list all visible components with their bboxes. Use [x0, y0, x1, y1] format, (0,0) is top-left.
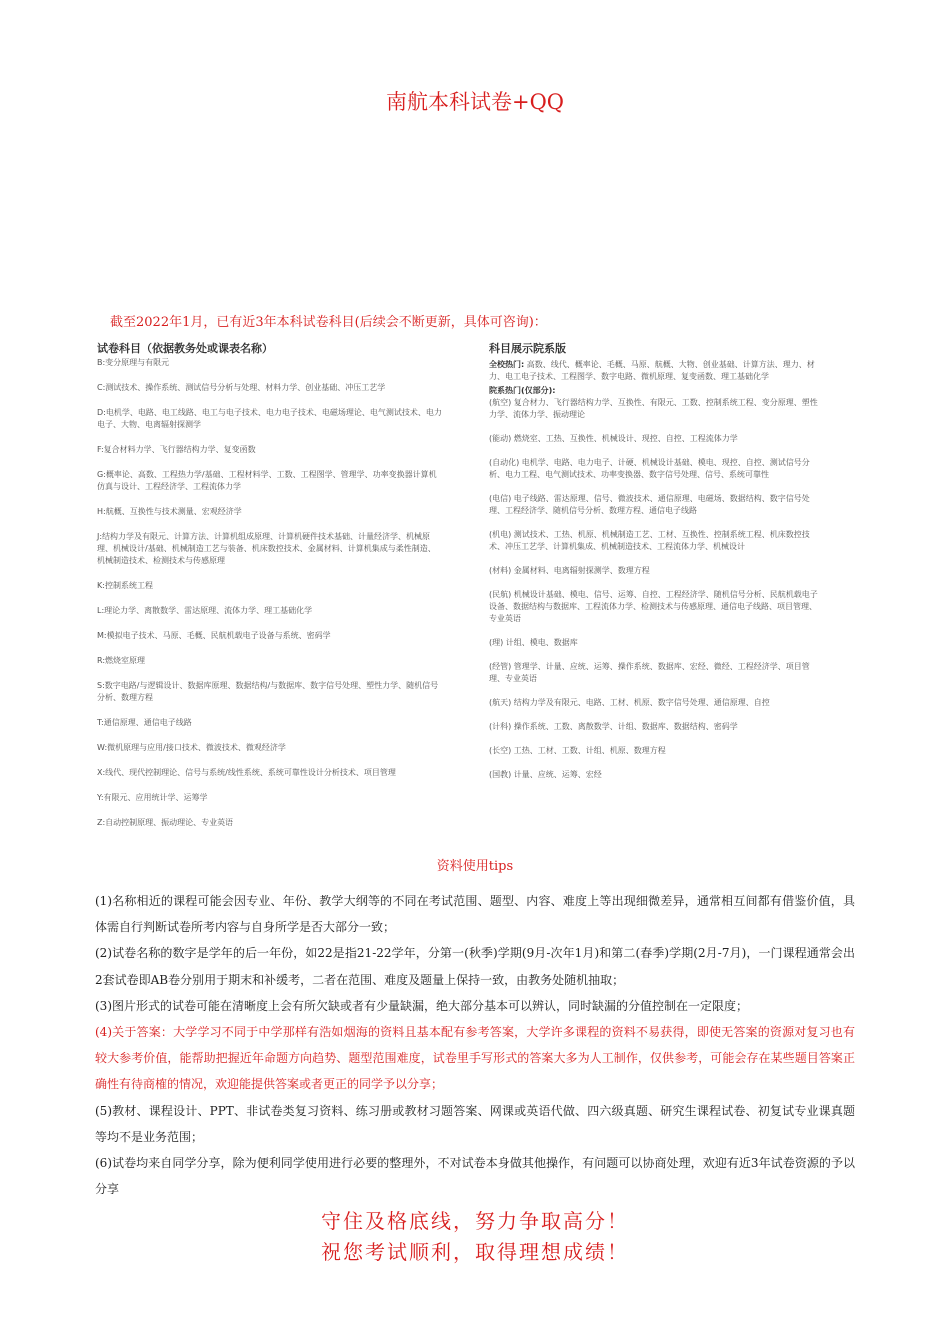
usage-tips	[95, 888, 855, 1202]
department-hot-label: 院系热门(仅部分):	[489, 386, 556, 395]
page-title: 南航本科试卷+QQ	[385, 90, 565, 114]
department-entry: (经管) 管理学、计量、应统、运筹、操作系统、数据库、宏经、微经、工程经济学、项目管理、专业英语	[489, 662, 810, 683]
closing-line: 守住及格底线，努力争取高分！	[321, 1209, 629, 1233]
department-entry: (长空) 工热、工材、工数、计组、机原、数理方程	[489, 746, 666, 755]
school-hot-text: 高数、线代、概率论、毛概、马原、航概、大物、创业基础、计算方法、理力、材力、电工电子技术、工程图学、数字电路、微机原理、复变函数、理工基础化学	[489, 360, 815, 381]
tip-paragraph: (5)教材、课程设计、PPT、非试卷类复习资料、练习册或教材习题答案、网课或英语代做、四六级真题、研究生课程试卷、初复试专业课真题等均不是业务范围；	[95, 1103, 855, 1144]
subject-entry: S:数字电路/与逻辑设计、数据库原理、数据结构/与数据库、数字信号处理、塑性力学、随机信号分析、数理方程	[97, 681, 439, 702]
tip-paragraph: (6)试卷均来自同学分享，除为便利同学使用进行必要的整理外，不对试卷本身做其他操作，有问题可以协商处理，欢迎有近3年试卷资源的予以分享	[95, 1156, 855, 1197]
subject-entry: T:通信原理、通信电子线路	[97, 718, 192, 727]
department-entry: (民航) 机械设计基础、模电、信号、运筹、自控、工程经济学、随机信号分析、民航机载电子设备、数据结构与数据库、工程流体力学、检测技术与传感原理、通信电子线路、项目管理、专业英语	[489, 590, 818, 623]
department-entry: (电信) 电子线路、雷达原理、信号、微波技术、通信原理、电磁场、数据结构、数字信号处理、工程经济学、随机信号分析、数理方程、通信电子线路	[489, 494, 810, 515]
subject-list-by-letter	[97, 343, 442, 842]
subject-entry: C:测试技术、操作系统、测试信号分析与处理、材料力学、创业基础、冲压工艺学	[97, 383, 386, 392]
tip-paragraph: (3)图片形式的试卷可能在清晰度上会有所欠缺或者有少量缺漏，绝大部分基本可以辨认，同时缺漏的分值控制在一定限度；	[95, 998, 749, 1013]
subject-entry: M:模拟电子技术、马原、毛概、民航机载电子设备与系统、密码学	[97, 631, 331, 640]
subject-entry: F:复合材料力学、飞行器结构力学、复变函数	[97, 445, 256, 454]
tip-paragraph-answers: (4)关于答案：大学学习不同于中学那样有浩如烟海的资料且基本配有参考答案，大学许多课程的资料不易获得，即使无答案的资源对复习也有较大参考价值，能帮助把握近年命题方向趋势、题型范围难度，试卷里手写形式的答案大多为人工制作，仅供参考，可能会存在某些题目答案正确性有待商榷的情况，欢迎能提供答案或者更正的同学予以分享；	[95, 1025, 855, 1092]
tip-paragraph: (1)名称相近的课程可能会因专业、年份、教学大纲等的不同在考试范围、题型、内容、难度上等出现细微差异，通常相互间都有借鉴价值，具体需自行判断试卷所考内容与自身所学是否大部分一致；	[95, 894, 855, 935]
subject-entry: B:变分原理与有限元	[97, 358, 170, 367]
subject-list-heading: 试卷科目（依据教务处或课表名称）	[97, 342, 273, 355]
tips-heading: 资料使用tips	[436, 859, 514, 874]
school-hot-label: 全校热门:	[489, 360, 525, 369]
department-entry: (航天) 结构力学及有限元、电路、工材、机原、数字信号处理、通信原理、自控	[489, 698, 770, 707]
subject-entry: L:理论力学、离散数学、雷达原理、流体力学、理工基础化学	[97, 606, 313, 615]
subject-entry: R:燃烧室原理	[97, 656, 146, 665]
department-entry: (能动) 燃烧室、工热、互换性、机械设计、现控、自控、工程流体力学	[489, 434, 738, 443]
tip-paragraph: (2)试卷名称的数字是学年的后一年份，如22是指21-22学年，分第一(秋季)学期(9月-次年1月)和第二(春季)学期(2月-7月)，一门课程通常会出2套试卷即AB卷分别用于期末和补缓考，二者在范围、难度及题量上保持一致，由教务处随机抽取；	[95, 946, 855, 987]
department-entry: (理) 计组、模电、数据库	[489, 638, 578, 647]
subject-entry: W:微机原理与应用/接口技术、微波技术、微观经济学	[97, 743, 286, 752]
subject-entry: G:概率论、高数、工程热力学/基础、工程材料学、工数、工程图学、管理学、功率变换器计算机仿真与设计、工程经济学、工程流体力学	[97, 470, 437, 491]
subject-entry: J:结构力学及有限元、计算方法、计算机组成原理、计算机硬件技术基础、计量经济学、机械原理、机械设计/基础、机械制造工艺与装备、机床数控技术、金属材料、计算机集成与柔性制造、机械制造技术、检测技术与传感原理	[97, 532, 436, 565]
closing-slogan	[0, 1206, 950, 1268]
subject-entry: Z:自动控制原理、振动理论、专业英语	[97, 818, 234, 827]
department-entry: (计科) 操作系统、工数、离散数学、计组、数据库、数据结构、密码学	[489, 722, 738, 731]
coverage-note: 截至2022年1月，已有近3年本科试卷科目(后续会不断更新，具体可咨询)：	[110, 315, 547, 330]
subject-entry: K:控制系统工程	[97, 581, 153, 590]
department-entry: (航空) 复合材力、飞行器结构力学、互换性、有限元、工数、控制系统工程、变分原理、塑性力学、流体力学、振动理论	[489, 398, 818, 419]
department-entry: (机电) 测试技术、工热、机原、机械制造工艺、工材、互换性、控制系统工程、机床数控技术、冲压工艺学、计算机集成、机械制造技术、工程流体力学、机械设计	[489, 530, 810, 551]
department-entry: (国教) 计量、应统、运筹、宏经	[489, 770, 602, 779]
subject-entry: H:航概、互换性与技术测量、宏观经济学	[97, 507, 242, 516]
closing-line: 祝您考试顺利，取得理想成绩！	[321, 1240, 629, 1264]
department-list-heading: 科目展示院系版	[489, 342, 566, 355]
school-hot-block	[489, 359, 819, 383]
subject-list-by-department	[489, 343, 819, 793]
department-entry: (材料) 金属材料、电离辐射探测学、数理方程	[489, 566, 650, 575]
subject-entry: X:线代、现代控制理论、信号与系统/线性系统、系统可靠性设计分析技术、项目管理	[97, 768, 396, 777]
subject-entry: Y:有限元、应用统计学、运筹学	[97, 793, 208, 802]
subject-entry: D:电机学、电路、电工线路、电工与电子技术、电力电子技术、电磁场理论、电气测试技术、电力电子、大物、电离辐射探测学	[97, 408, 442, 429]
department-entry: (自动化) 电机学、电路、电力电子、计硬、机械设计基础、模电、现控、自控、测试信号分析、电力工程、电气测试技术、功率变换器、数字信号处理、信号、系统可靠性	[489, 458, 810, 479]
